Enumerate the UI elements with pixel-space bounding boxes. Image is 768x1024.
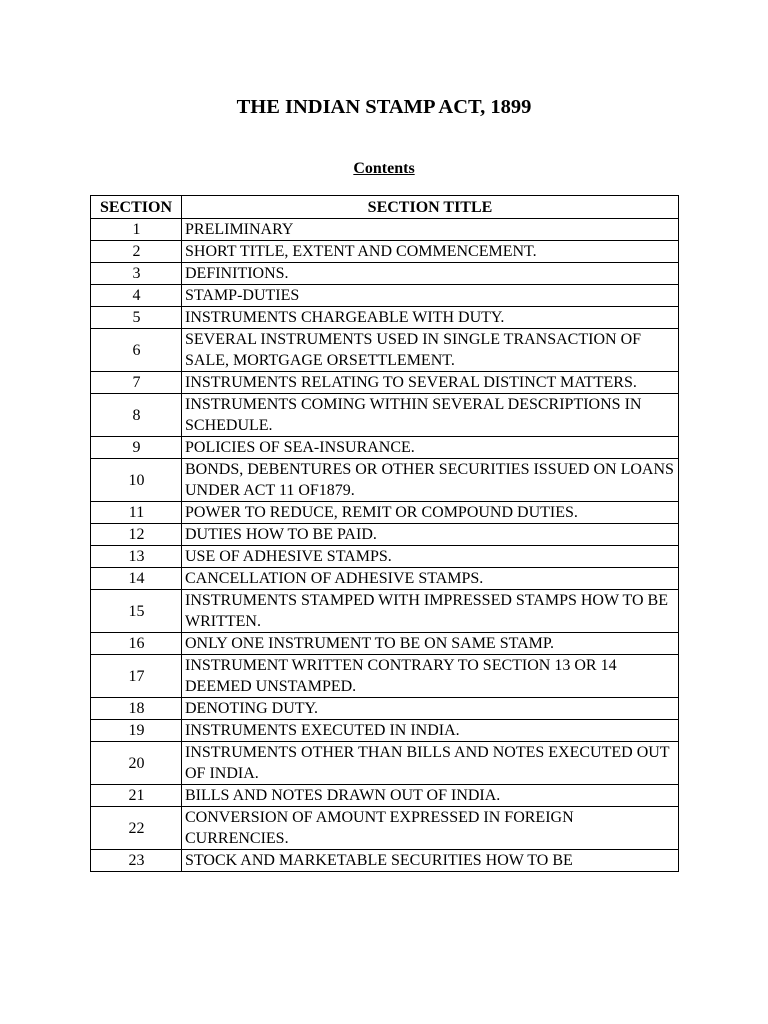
section-title: DENOTING DUTY. [182,698,678,720]
table-row [91,568,678,590]
table-row [91,437,678,459]
section-number: 22 [91,807,182,850]
table-row [91,633,678,655]
table-row [91,263,678,285]
section-number: 23 [91,850,182,871]
section-title: INSTRUMENT WRITTEN CONTRARY TO SECTION 13 OR 14 DEEMED UNSTAMPED. [182,655,678,698]
table-row [91,720,678,742]
section-number: 20 [91,742,182,785]
table-row [91,850,678,871]
section-title: INSTRUMENTS COMING WITHIN SEVERAL DESCRIPTIONS IN SCHEDULE. [182,394,678,437]
section-number: 9 [91,437,182,459]
section-column-header: SECTION [91,196,182,219]
section-title: DEFINITIONS. [182,263,678,285]
contents-table-body [91,219,678,871]
section-title: CANCELLATION OF ADHESIVE STAMPS. [182,568,678,590]
table-row [91,502,678,524]
section-number: 21 [91,785,182,807]
document-title: THE INDIAN STAMP ACT, 1899 [236,96,532,118]
section-number: 4 [91,285,182,307]
section-title: SHORT TITLE, EXTENT AND COMMENCEMENT. [182,241,678,263]
section-number: 18 [91,698,182,720]
section-title: USE OF ADHESIVE STAMPS. [182,546,678,568]
contents-heading: Contents [353,160,415,177]
table-row [91,590,678,633]
section-number: 13 [91,546,182,568]
section-number: 5 [91,307,182,329]
section-title: PRELIMINARY [182,219,678,241]
table-row [91,307,678,329]
section-number: 2 [91,241,182,263]
table-row [91,372,678,394]
section-number: 11 [91,502,182,524]
section-title: INSTRUMENTS OTHER THAN BILLS AND NOTES EXECUTED OUT OF INDIA. [182,742,678,785]
table-row [91,785,678,807]
section-title: STOCK AND MARKETABLE SECURITIES HOW TO BE [185,852,573,869]
section-number: 1 [91,219,182,241]
section-number: 15 [91,590,182,633]
section-title-column-header: SECTION TITLE [182,196,678,219]
section-title: STAMP-DUTIES [182,285,678,307]
table-row [91,807,678,850]
section-number: 16 [91,633,182,655]
section-number: 3 [91,263,182,285]
section-title: BILLS AND NOTES DRAWN OUT OF INDIA. [182,785,678,807]
section-number: 7 [91,372,182,394]
contents-table [90,195,679,872]
section-number: 19 [91,720,182,742]
section-title: INSTRUMENTS RELATING TO SEVERAL DISTINCT MATTERS. [182,372,678,394]
table-row [91,655,678,698]
section-number: 14 [91,568,182,590]
table-row [91,329,678,372]
table-row [91,285,678,307]
section-title: BONDS, DEBENTURES OR OTHER SECURITIES ISSUED ON LOANS UNDER ACT 11 OF1879. [182,459,678,502]
table-row [91,698,678,720]
section-number: 12 [91,524,182,546]
section-title: POWER TO REDUCE, REMIT OR COMPOUND DUTIES. [182,502,678,524]
section-title: SEVERAL INSTRUMENTS USED IN SINGLE TRANSACTION OF SALE, MORTGAGE ORSETTLEMENT. [182,329,678,372]
table-row [91,524,678,546]
section-number: 10 [91,459,182,502]
table-row [91,241,678,263]
section-title: DUTIES HOW TO BE PAID. [182,524,678,546]
section-number: 6 [91,329,182,372]
table-row [91,394,678,437]
section-title: INSTRUMENTS CHARGEABLE WITH DUTY. [182,307,678,329]
table-header-row [91,196,678,219]
section-number: 17 [91,655,182,698]
table-row [91,546,678,568]
section-number: 8 [91,394,182,437]
section-title: ONLY ONE INSTRUMENT TO BE ON SAME STAMP. [182,633,678,655]
section-title: CONVERSION OF AMOUNT EXPRESSED IN FOREIGN CURRENCIES. [182,807,678,850]
table-row [91,742,678,785]
table-row [91,459,678,502]
section-title: INSTRUMENTS EXECUTED IN INDIA. [182,720,678,742]
section-title: POLICIES OF SEA-INSURANCE. [182,437,678,459]
section-title: INSTRUMENTS STAMPED WITH IMPRESSED STAMPS HOW TO BE WRITTEN. [182,590,678,633]
table-row [91,219,678,241]
